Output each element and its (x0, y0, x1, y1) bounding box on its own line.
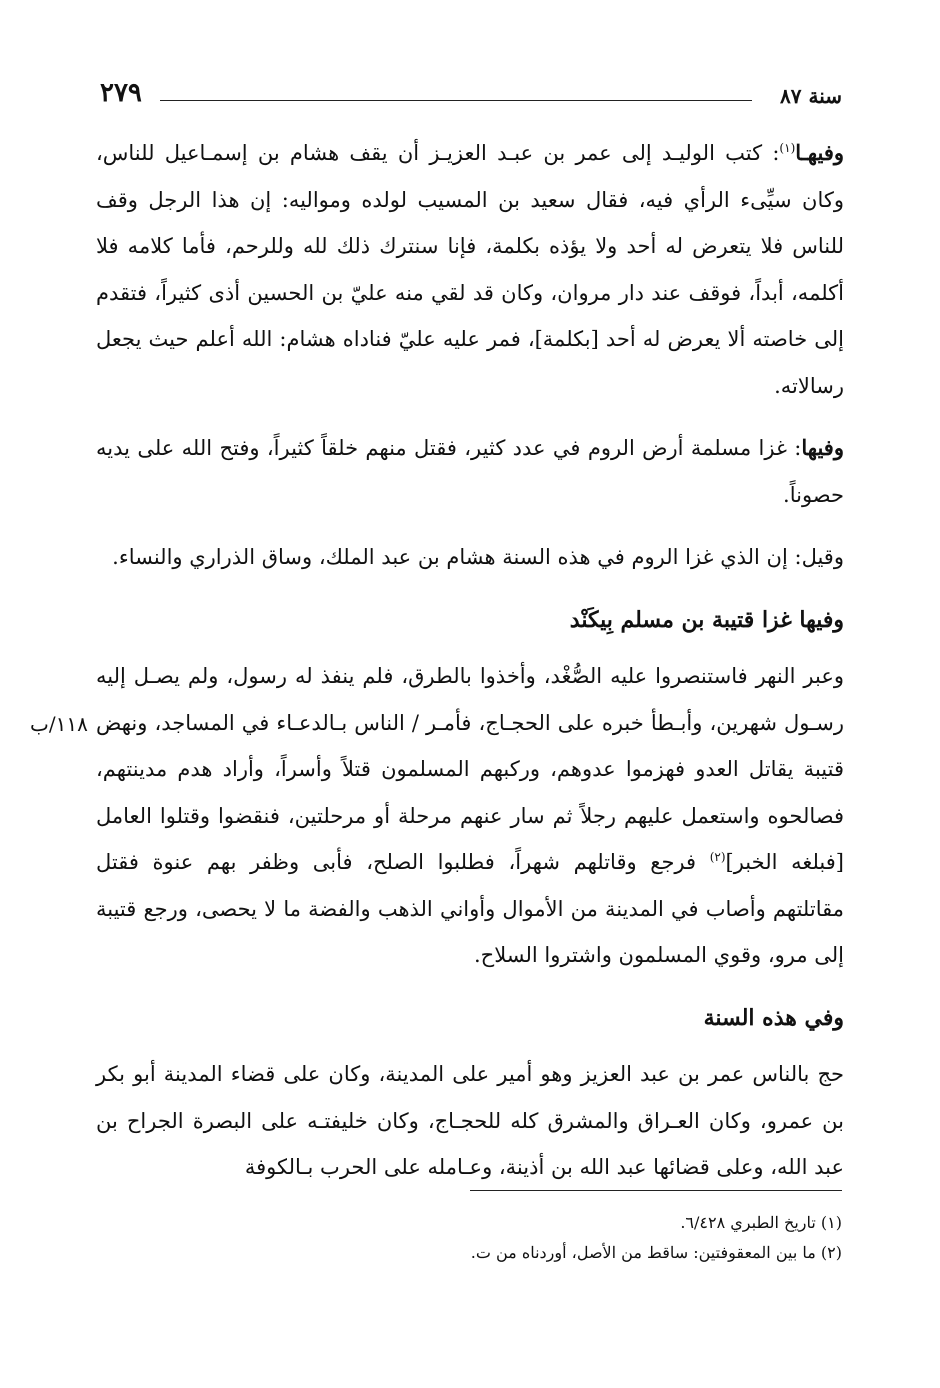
paragraph-5: حج بالناس عمر بن عبد العزيز وهو أمير على المدينة، وكان على قضاء المدينة أبو بكر بن عمرو، وكان العـراق والمشرق كله للحجـاج، وكان خليفتـه على البصرة الجراح بن عبد الله، وعلى قضائها عبد الله بن أذينة، وعـامله على الحرب بـالكوفة (96, 1062, 844, 1179)
section-heading-2: وفي هذه السنة (703, 1004, 844, 1031)
paragraph-4-text-b: فرجع وقاتلهم شهراً، فطلبوا الصلح، فأبى وظفر بهم عنوة فقتل مقاتلتهم وأصاب في المدينة من الأموال وأواني الذهب والفضة ما لا يحصى، ورجع قتيبة إلى مرو، وقوي المسلمون واشتروا السلاح. (96, 850, 844, 967)
paragraph-4 (96, 653, 844, 979)
footnote-2: (٢) ما بين المعقوفتين: ساقط من الأصل، أوردناه من ت. (470, 1243, 842, 1262)
page-number: ٢٧٩ (100, 78, 142, 108)
paragraph-1-lead: وفيهـا (795, 140, 844, 165)
footnote-1: (١) تاريخ الطبري ٦/٤٢٨. (680, 1213, 842, 1232)
paragraph-2 (96, 425, 844, 518)
paragraph-4-text-a: وعبر النهر فاستنصروا عليه الصُّغْد، وأخذوا بالطرق، فلم ينفذ له رسول، ولم يصـل إليه رسـول شهرين، وأبـطأ خبره على الحجـاج، فأمـر / الناس بـالدعـاء في المساجد، ونهض قتيبة يقاتل العدو فهزموا عدوهم، وركبهم المسلمون قتلاً وأسراً، وأراد هدم مدينتهم، فصالحوه واستعمل عليهم رجلاً ثم سار عنهم مرحلة أو مرحلتين، فنقضوا وقتلوا العامل [فبلغه الخبر] (96, 664, 844, 874)
section-heading-1: وفيها غزا قتيبة بن مسلم بِيكَنْد (569, 606, 844, 633)
footnote-ref-2: (٢) (709, 850, 726, 864)
footnote-rule (470, 1190, 842, 1191)
running-header (100, 78, 842, 118)
paragraph-3: وقيل: إن الذي غزا الروم في هذه السنة هشام بن عبد الملك، وساق الذراري والنساء. (112, 545, 844, 569)
main-text (96, 130, 844, 1207)
footnote-ref-1: (١) (779, 141, 796, 155)
footnotes (98, 1208, 842, 1268)
header-rule (160, 100, 752, 101)
paragraph-1 (96, 130, 844, 409)
paragraph-2-text: : غزا مسلمة أرض الروم في عدد كثير، فقتل منهم خلقاً كثيراً، وفتح الله على يديه حصوناً. (96, 436, 844, 507)
manuscript-folio-note: ١١٨/ب (30, 712, 88, 736)
header-year: سنة ٨٧ (780, 84, 842, 108)
paragraph-1-text: : كتب الوليـد إلى عمر بن عبـد العزيـز أن يقف هشام بن إسمـاعيل للناس، وكان سيِّىء الرأي فيه، فقال سعيد بن المسيب لولده ومواليه: إن هذا الرجل وقف للناس فلا يتعرض له أحد ولا يؤذه بكلمة، فإنا سنترك ذلك لله وللرحم، فأما كلامه فلا أكلمه، أبداً، فوقف عند دار مروان، وكان قد لقي منه عليّ بن الحسين أذى كثيراً، فتقدم إلى خاصته ألا يعرض له أحد [بكلمة]، فمر عليه عليّ فناداه هشام: الله أعلم حيث يجعل رسالاته. (96, 141, 844, 398)
paragraph-2-lead: وفيها (801, 435, 844, 460)
